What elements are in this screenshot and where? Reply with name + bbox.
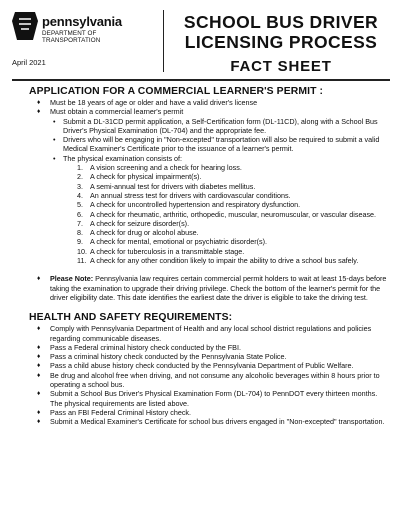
title-line-2: LICENSING PROCESS (184, 32, 378, 52)
exam-item: 10. A check for tuberculosis in a transmittable stage. (77, 246, 245, 256)
diamond-bullet-icon: ♦ (37, 99, 41, 106)
diamond-bullet-icon: ♦ (37, 353, 41, 361)
keystone-icon (12, 12, 38, 40)
list-item (37, 274, 390, 302)
diamond-bullet-icon: ♦ (37, 362, 41, 370)
exam-list (77, 163, 390, 265)
document-body (0, 86, 400, 427)
list-item: ♦ Pass an FBI Federal Criminal History check. (37, 407, 191, 417)
exam-item: 11. A check for any other condition likely to impair the ability to drive a school bus safely. (77, 256, 359, 266)
page-title (166, 12, 396, 77)
exam-item: 2. A check for physical impairment(s). (77, 172, 202, 182)
diamond-bullet-icon: ♦ (37, 408, 41, 416)
exam-item: 7. A check for seizure disorder(s). (77, 218, 190, 228)
dot-bullet-icon: • (53, 135, 56, 145)
list-item: ♦ Pass a criminal history check conducted by the Pennsylvania State Police. (37, 352, 287, 362)
list-item: ♦ Submit a Medical Examiner's Certificate for school bus drivers engaged in "Non-excepted" transportation. (37, 417, 385, 427)
diamond-bullet-icon: ♦ (37, 325, 41, 333)
logo-subtitle: DEPARTMENT OF TRANSPORTATION (42, 30, 101, 44)
permit-list (37, 98, 390, 302)
exam-item: 5. A check for uncontrolled hypertension and respiratory dysfunction. (77, 200, 301, 210)
exam-item: 6. A check for rheumatic, arthritic, orthopedic, muscular, neuromuscular, or vascular disease. (77, 209, 377, 219)
note-label: Please Note: (50, 274, 94, 284)
dot-bullet-icon: • (53, 116, 56, 126)
diamond-bullet-icon: ♦ (37, 418, 41, 426)
diamond-bullet-icon: ♦ (37, 390, 41, 398)
penndot-logo (12, 12, 132, 42)
header-rule (12, 79, 390, 81)
exam-item: 8. A check for drug or alcohol abuse. (77, 228, 199, 238)
exam-item: 4. An annual stress test for drivers with cardiovascular conditions. (77, 190, 291, 200)
section-heading-health: HEALTH AND SAFETY REQUIREMENTS: (29, 312, 233, 324)
list-item: ♦ Be drug and alcohol free when driving, and not consume any alcoholic beverages within 8 hours prior to operating a school bus. (37, 370, 380, 390)
note-text: Pennsylvania law requires certain commercial permit holders to wait at least 15-days before taking the examination to upgrade their driving privilege. Check the bottom of the learner's permit for the driver eligibility date. This date identifies the earliest date the driver is eligible to take the driving test. (50, 274, 387, 302)
diamond-bullet-icon: ♦ (37, 108, 41, 116)
list-item: ♦ Comply with Pennsylvania Department of Health and any local school district regulations and policies regarding communicable diseases. (37, 324, 372, 343)
permit-sublist (50, 117, 390, 266)
sub-list-item: • Drivers who will be engaging in "Non-excepted" transportation will also be required to submit a valid Medical Examiner's Certificate prior to the issuance of a learner's permit. (53, 135, 380, 154)
document-header (0, 0, 400, 80)
list-item: ♦ Must be 18 years of age or older and have a valid driver's license (37, 98, 258, 107)
sub-list-item: • The physical examination consists of: 1. A vision screening and a check for hearing loss. 2. A check for physical impairment(s). 3. A semi-annual test for drivers with diabetes mellitus. 4. An annual stress test for drivers with cardiovascular conditions. 5. A check for uncontrolled hypertension and respiratory dysfunction. 6. A check for rheumatic, arthritic, orthopedic, muscular, neuromuscular, or vascular disease. 7. A check for seizure disorder(s). 8. A check for drug or alcohol abuse. 9. A check for mental, emotional or psychiatric disorder(s). 10. A check for tuberculosis in a transmittable stage. 11. A check for any other condition likely to impair the ability to drive a school bus safely. (50, 154, 390, 266)
section-heading-permit: APPLICATION FOR A COMMERCIAL LEARNER'S PERMIT : (29, 86, 324, 97)
exam-item: 9. A check for mental, emotional or psychiatric disorder(s). (77, 237, 267, 247)
publication-date: April 2021 (12, 58, 46, 67)
exam-item: 1. A vision screening and a check for hearing loss. (77, 163, 242, 173)
diamond-bullet-icon: ♦ (37, 371, 41, 379)
list-item: ♦ Submit a School Bus Driver's Physical Examination Form (DL-704) to PennDOT every thirteen months. The physical requirements are listed above. (37, 389, 378, 408)
title-line-3: FACT SHEET (230, 58, 332, 75)
diamond-bullet-icon: ♦ (37, 343, 41, 351)
title-line-1: SCHOOL BUS DRIVER (183, 12, 379, 32)
dot-bullet-icon: • (53, 153, 56, 163)
logo-name: pennsylvania (42, 14, 122, 29)
diamond-bullet-icon: ♦ (37, 275, 41, 283)
list-item: ♦ Pass a child abuse history check conducted by the Pennsylvania Department of Public Welfare. (37, 361, 354, 371)
list-item: ♦ Pass a Federal criminal history check conducted by the FBI. (37, 342, 241, 352)
exam-item: 3. A semi-annual test for drivers with diabetes mellitus. (77, 181, 256, 191)
header-divider (163, 10, 164, 72)
sub-list-item: • Submit a DL-31CD permit application, a Self-Certification form (DL-11CD), along with a School Bus Driver's Physical Examination (DL-704) and the appropriate fee. (53, 116, 378, 135)
list-item: ♦ Must obtain a commercial learner's permit • Submit a DL-31CD permit application, a Self-Certification form (DL-11CD), along with a School Bus Driver's Physical Examination (DL-704) and the appropriate fee. • Drivers who will be engaging in "Non-excepted" transportation will also be required to submit a valid Medical Examiner's Certificate prior to the issuance of a learner's permit. • The physical examination consists of: 1. A vision screening and a check for hearing loss. 2. A check for physical impairment(s). 3. A semi-annual test for drivers with diabetes mellitus. 4. An annual stress test for drivers with cardiovascular conditions. 5. A check for uncontrolled hypertension and respiratory dysfunction. 6. A check for rheumatic, arthritic, orthopedic, muscular, neuromuscular, or vascular disease. 7. A check for seizure disorder(s). 8. A check for drug or alcohol abuse. 9. A check for mental, emotional or psychiatric disorder(s). 10. A check for tuberculosis in a transmittable stage. 11. A check for any other condition likely to impair the ability to drive a school bus safely. (37, 107, 390, 265)
health-list (37, 324, 390, 426)
